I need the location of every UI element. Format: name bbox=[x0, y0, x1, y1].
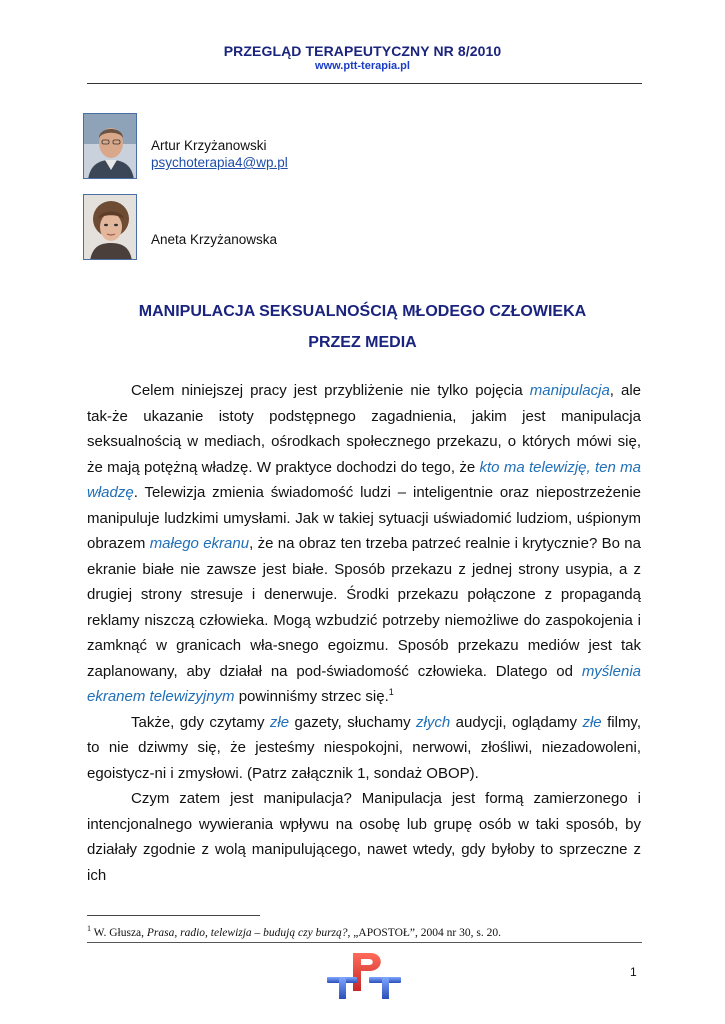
title-line-2: PRZEZ MEDIA bbox=[308, 334, 417, 351]
journal-title: PRZEGLĄD TERAPEUTYCZNY NR 8/2010 bbox=[223, 43, 502, 59]
text-run: , „APOSTOŁ”, 2004 nr 30, s. 20. bbox=[347, 926, 501, 939]
footnote-ref[interactable]: 1 bbox=[388, 687, 394, 697]
text-run: Celem niniejszej pracy jest przybliżenie nie tylko pojęcia bbox=[131, 382, 530, 399]
article-title bbox=[0, 296, 725, 358]
header-rule bbox=[87, 83, 642, 84]
emphasis: złe bbox=[269, 713, 290, 731]
emphasis: kto ma telewizję, ten ma władzę bbox=[87, 458, 641, 501]
emphasis: złych bbox=[416, 713, 451, 731]
footer-rule bbox=[87, 942, 642, 943]
author-name-1: Artur Krzyżanowski bbox=[151, 138, 267, 153]
emphasis: złe bbox=[582, 713, 602, 731]
author-name-2: Aneta Krzyżanowska bbox=[151, 232, 278, 247]
emphasis: manipulacja bbox=[529, 382, 610, 399]
article-body bbox=[87, 378, 641, 888]
emphasis: myślenia ekranem telewizyjnym bbox=[87, 662, 641, 705]
running-header bbox=[0, 43, 725, 72]
emphasis: małego ekranu bbox=[149, 535, 250, 552]
footnote bbox=[87, 922, 641, 940]
footnote-title: Prasa, radio, telewizja – budują czy burzą? bbox=[146, 926, 348, 939]
text-run: filmy, to nie dziwmy się, że jesteśmy niespokojni, nerwowi, złośliwi, niezadowoleni, egoistycz-ni i zmysłowi. (Patrz załącznik 1, sondaż OBOP). bbox=[87, 713, 641, 782]
author-photo-1 bbox=[83, 113, 137, 179]
footnote-number: 1 bbox=[87, 924, 91, 933]
text-run: W. Głusza, bbox=[91, 926, 147, 939]
paragraph-2 bbox=[87, 710, 641, 787]
website-link[interactable]: www.ptt-terapia.pl bbox=[315, 60, 410, 72]
text-run: . Telewizja zmienia świadomość ludzi – inteligentnie oraz niepostrzeżenie manipuluje ludzkimi umysłami. Jak w takiej sytuacji uświadomić ludziom, uśpionym obrazem bbox=[87, 484, 641, 552]
page-number: 1 bbox=[630, 965, 637, 979]
title-line-1: MANIPULACJA SEKSUALNOŚCIĄ MŁODEGO CZŁOWIEKA bbox=[138, 303, 587, 320]
text-run: Także, gdy czytamy bbox=[131, 713, 270, 731]
text-run: , ale tak-że ukazanie istoty podstępnego zagadnienia, jakim jest manipulacja seksualnością w mediach, ośrodkach społecznego przekazu, o których mówi się, że mają potężną władzę. W praktyce dochodzi do tego, że bbox=[87, 382, 641, 476]
text-run: powinniśmy strzec się. bbox=[234, 688, 389, 705]
author-email-link[interactable]: psychoterapia4@wp.pl bbox=[151, 155, 288, 170]
author-block-1 bbox=[83, 113, 643, 183]
text-run: , że na obraz ten trzeba patrzeć realnie i krytycznie? Bo na ekranie białe nie zawsze jest białe. Sposób przekazu z jednej strony usypia, a z drugiej strony stresuje i denerwuje. Środki przekazu połączone z propagandą reklamy niszczą człowieka. Mogą wzbudzić potrzeby niemożliwe do zaspokojenia i zamknąć w granicach wła-snego egoizmu. Sposób przekazu mediów jest tak zaplanowany, aby działał na pod-świadomość człowieka. Dlatego od bbox=[87, 535, 641, 680]
author-photo-2 bbox=[83, 194, 137, 260]
author-block-2 bbox=[83, 194, 643, 264]
paragraph-1 bbox=[87, 378, 641, 710]
paragraph-3: Czym zatem jest manipulacja? Manipulacja jest formą zamierzonego i intencjonalnego wywierania wpływu na osobę lub grupę osób w taki sposób, by działały zgodnie z wolą manipulującego, nawet wtedy, gdy byłoby to sprzeczne z ich bbox=[87, 790, 641, 884]
text-run: audycji, oglądamy bbox=[450, 713, 583, 731]
footnote-separator bbox=[87, 915, 260, 916]
ptt-logo-icon bbox=[323, 951, 405, 1001]
text-run: gazety, słuchamy bbox=[289, 713, 417, 731]
